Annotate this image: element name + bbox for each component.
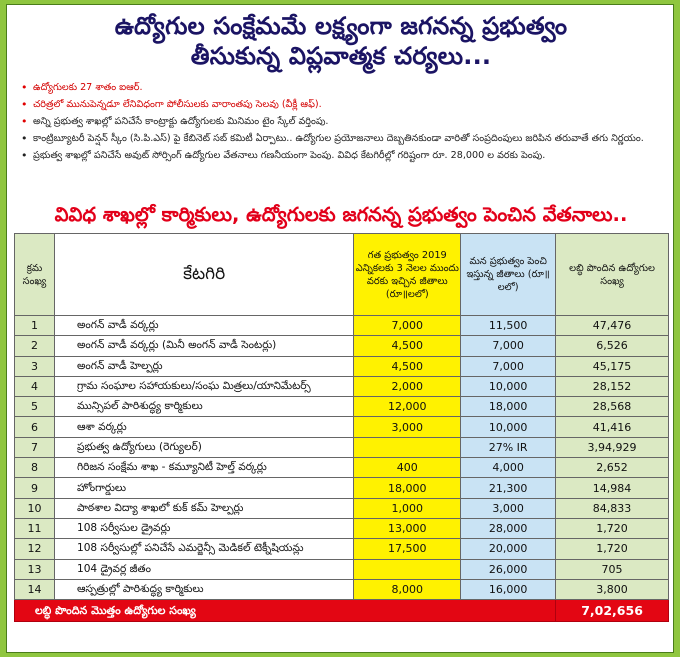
- cell-count: 28,568: [556, 397, 669, 417]
- cell-old-salary: 400: [354, 458, 461, 478]
- header-previous-salary: గత ప్రభుత్వం 2019 ఎన్నికలకు 3 నెలల ముందు వరకు ఇచ్చిన జీతాలు (రూ॥లలో): [354, 234, 461, 316]
- table-row: [15, 316, 669, 336]
- header-current-salary: మన ప్రభుత్వం పెంచి ఇస్తున్న జీతాలు (రూ॥లలో): [461, 234, 556, 316]
- cell-category: గ్రామ సంఘాల సహాయకులు/సంఘ మిత్రలు/యానిమేటర్స్: [54, 376, 353, 396]
- bullet-item: [21, 81, 671, 95]
- table-row: [15, 437, 669, 457]
- bullet-item: [21, 98, 671, 112]
- header-serial-no: క్రమ సంఖ్య: [15, 234, 55, 316]
- bullet-text: ప్రభుత్వ శాఖల్లో పనిచేసే అవుట్ సోర్సింగ్ ఉద్యోగుల వేతనాలు గణనీయంగా పెంపు. వివిధ కేటగిరీల్లో గరిష్టంగా రూ. 28,000 ల వరకు పెంపు.: [33, 150, 546, 161]
- cell-category: 104 డ్రైవర్ల జీతం: [54, 559, 353, 579]
- table-row: [15, 458, 669, 478]
- title-line-2: తీసుకున్న విప్లవాత్మక చర్యలు...: [190, 42, 492, 70]
- table-row: [15, 417, 669, 437]
- header-category: కేటగిరి: [54, 234, 353, 316]
- cell-category: 108 సర్వీసుల డ్రైవర్లు: [54, 518, 353, 538]
- cell-count: 45,175: [556, 356, 669, 376]
- salary-table: [14, 233, 669, 622]
- bullet-text: అన్ని ప్రభుత్వ శాఖల్లో పనిచేసే కాంట్రాక్టు ఉద్యోగులకు మినిమం టైం స్కేల్ వర్తింపు.: [33, 116, 329, 127]
- cell-no: 9: [15, 478, 55, 498]
- cell-count: 84,833: [556, 498, 669, 518]
- cell-old-salary: 18,000: [354, 478, 461, 498]
- cell-count: 47,476: [556, 316, 669, 336]
- cell-category: ఆస్పత్రుల్లో పారిశుద్ధ్య కార్మికులు: [54, 579, 353, 599]
- total-label: లబ్ధి పొందిన మొత్తం ఉద్యోగుల సంఖ్య: [15, 600, 556, 622]
- cell-count: 1,720: [556, 539, 669, 559]
- cell-no: 12: [15, 539, 55, 559]
- cell-category: మున్సిపల్ పారిశుద్ధ్య కార్మికులు: [54, 397, 353, 417]
- table-row: [15, 559, 669, 579]
- cell-no: 2: [15, 336, 55, 356]
- cell-count: 3,800: [556, 579, 669, 599]
- cell-count: 3,94,929: [556, 437, 669, 457]
- bullet-dot-icon: •: [21, 98, 28, 111]
- table-row: [15, 579, 669, 599]
- bullet-dot-icon: •: [21, 132, 28, 145]
- table-row: [15, 356, 669, 376]
- cell-category: గిరిజన సంక్షేమ శాఖ - కమ్యూనిటీ హెల్త్ వర్కర్లు: [54, 458, 353, 478]
- cell-category: అంగన్ వాడీ వర్కర్లు (మినీ అంగన్ వాడీ సెంటర్లు): [54, 336, 353, 356]
- cell-category: 108 సర్వీసుల్లో పనిచేసే ఎమర్జెన్సీ మెడికల్ టెక్నీషియన్లు: [54, 539, 353, 559]
- bullet-text: ఉద్యోగులకు 27 శాతం ఐఆర్.: [33, 82, 143, 93]
- cell-no: 10: [15, 498, 55, 518]
- cell-new-salary: 20,000: [461, 539, 556, 559]
- header-beneficiary-count: లబ్ధి పొందిన ఉద్యోగుల సంఖ్య: [556, 234, 669, 316]
- cell-no: 14: [15, 579, 55, 599]
- cell-count: 2,652: [556, 458, 669, 478]
- cell-category: పాఠశాల విద్యా శాఖలో కుక్ కమ్ హెల్పర్లు: [54, 498, 353, 518]
- cell-no: 8: [15, 458, 55, 478]
- title-line-1: ఉద్యోగుల సంక్షేమమే లక్ష్యంగా జగనన్న ప్రభుత్వం: [114, 12, 568, 40]
- cell-old-salary: 12,000: [354, 397, 461, 417]
- cell-count: 6,526: [556, 336, 669, 356]
- cell-new-salary: 11,500: [461, 316, 556, 336]
- cell-new-salary: 27% IR: [461, 437, 556, 457]
- bullet-dot-icon: •: [21, 115, 28, 128]
- cell-category: అంగన్ వాడీ వర్కర్లు: [54, 316, 353, 336]
- cell-new-salary: 28,000: [461, 518, 556, 538]
- bullet-list: [21, 81, 671, 166]
- cell-no: 13: [15, 559, 55, 579]
- table-row: [15, 498, 669, 518]
- cell-new-salary: 7,000: [461, 356, 556, 376]
- cell-old-salary: 3,000: [354, 417, 461, 437]
- bullet-item: [21, 149, 671, 163]
- table-row: [15, 336, 669, 356]
- bullet-dot-icon: •: [21, 81, 28, 94]
- cell-old-salary: 2,000: [354, 376, 461, 396]
- cell-old-salary: 4,500: [354, 356, 461, 376]
- table-row: [15, 518, 669, 538]
- bullet-dot-icon: •: [21, 149, 28, 162]
- cell-no: 4: [15, 376, 55, 396]
- cell-new-salary: 4,000: [461, 458, 556, 478]
- cell-new-salary: 16,000: [461, 579, 556, 599]
- cell-new-salary: 7,000: [461, 336, 556, 356]
- poster-title: [7, 11, 675, 71]
- cell-old-salary: [354, 437, 461, 457]
- cell-new-salary: 10,000: [461, 417, 556, 437]
- cell-old-salary: 7,000: [354, 316, 461, 336]
- cell-count: 41,416: [556, 417, 669, 437]
- cell-new-salary: 18,000: [461, 397, 556, 417]
- cell-old-salary: 17,500: [354, 539, 461, 559]
- table-row: [15, 397, 669, 417]
- bullet-item: [21, 115, 671, 129]
- cell-count: 28,152: [556, 376, 669, 396]
- cell-count: 1,720: [556, 518, 669, 538]
- cell-category: ఆశా వర్కర్లు: [54, 417, 353, 437]
- cell-no: 3: [15, 356, 55, 376]
- cell-old-salary: [354, 559, 461, 579]
- poster-panel: [6, 4, 674, 653]
- cell-no: 11: [15, 518, 55, 538]
- cell-no: 7: [15, 437, 55, 457]
- table-row: [15, 478, 669, 498]
- cell-new-salary: 21,300: [461, 478, 556, 498]
- cell-old-salary: 8,000: [354, 579, 461, 599]
- total-row: [15, 600, 669, 622]
- table-heading: వివిధ శాఖల్లో కార్మికులు, ఉద్యోగులకు జగనన్న ప్రభుత్వం పెంచిన వేతనాలు..: [54, 203, 628, 226]
- cell-count: 705: [556, 559, 669, 579]
- cell-category: హోంగార్డులు: [54, 478, 353, 498]
- cell-new-salary: 10,000: [461, 376, 556, 396]
- cell-old-salary: 13,000: [354, 518, 461, 538]
- cell-old-salary: 1,000: [354, 498, 461, 518]
- cell-no: 5: [15, 397, 55, 417]
- table-header-row: [15, 234, 669, 316]
- cell-no: 6: [15, 417, 55, 437]
- table-row: [15, 539, 669, 559]
- bullet-item: [21, 132, 671, 146]
- table-row: [15, 376, 669, 396]
- bullet-text: చరిత్రలో మునుపెన్నడూ లేనివిధంగా పోలీసులకు వారాంతపు సెలవు (వీక్లీ ఆఫ్).: [33, 99, 322, 110]
- cell-new-salary: 3,000: [461, 498, 556, 518]
- bullet-text: కాంట్రిబ్యూటరీ పెన్షన్ స్కీం (సి.పి.ఎస్) పై కేబినెట్ సబ్ కమిటీ ఏర్పాటు.. ఉద్యోగుల ప్రయోజనాలు దెబ్బతినకుండా వారితో సంప్రదింపులు జరిపిన తరువాతే తగు నిర్ణయం.: [33, 133, 644, 144]
- cell-category: ప్రభుత్వ ఉద్యోగులు (రెగ్యులర్): [54, 437, 353, 457]
- cell-category: అంగన్ వాడీ హెల్పర్లు: [54, 356, 353, 376]
- cell-no: 1: [15, 316, 55, 336]
- cell-new-salary: 26,000: [461, 559, 556, 579]
- cell-old-salary: 4,500: [354, 336, 461, 356]
- total-value: 7,02,656: [556, 600, 669, 622]
- cell-count: 14,984: [556, 478, 669, 498]
